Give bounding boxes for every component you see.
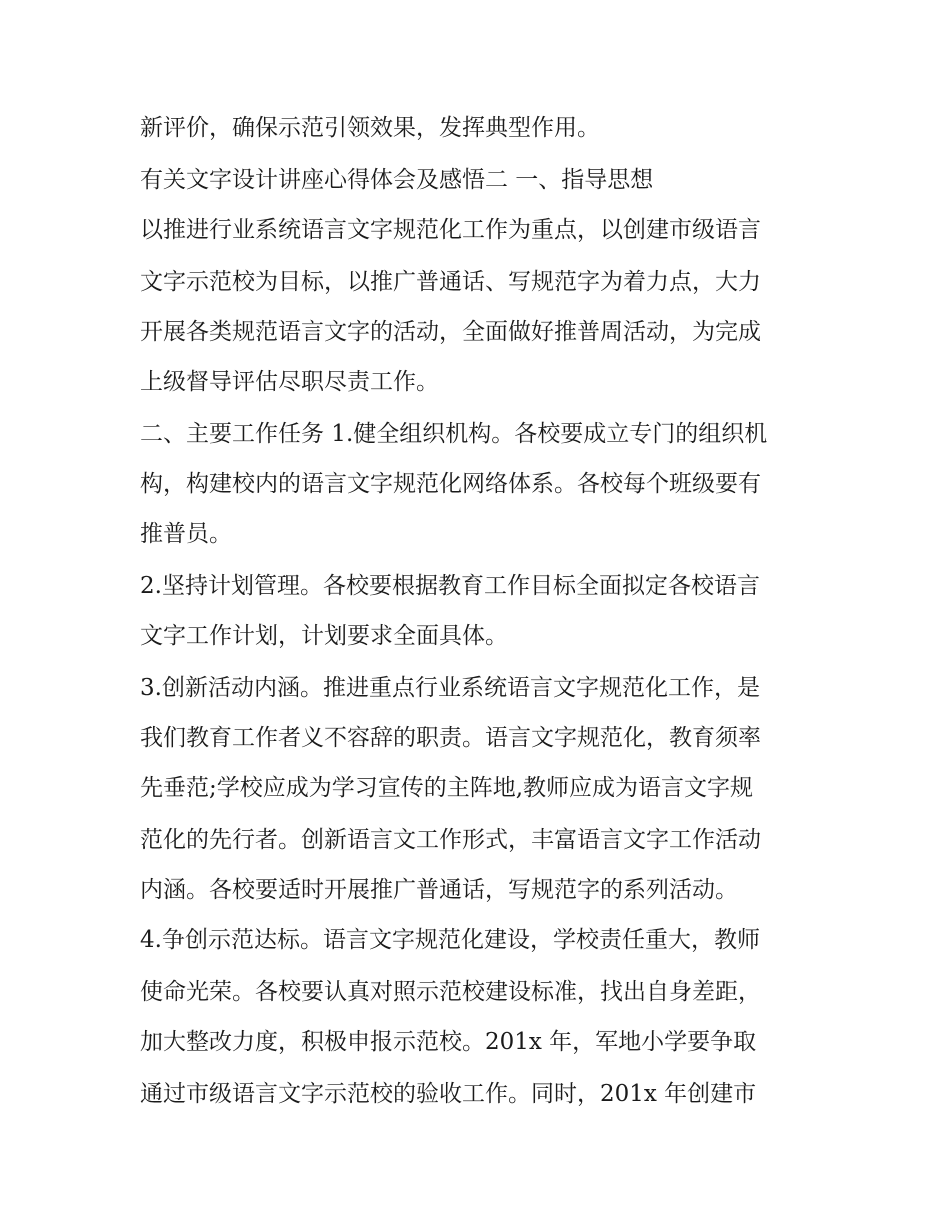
- text-line-6: 上级督导评估尽职尽责工作。: [140, 369, 439, 395]
- text-line-9: 推普员。: [140, 521, 232, 547]
- text-line-17: 4.争创示范达标。语言文字规范化建设，学校责任重大，教师: [140, 927, 760, 953]
- text-line-16: 内涵。各校要适时开展推广普通话，写规范字的系列活动。: [140, 877, 738, 903]
- text-line-18: 使命光荣。各校要认真对照示范校建设标准，找出自身差距，: [140, 979, 761, 1005]
- text-line-8: 构，构建校内的语言文字规范化网络体系。各校每个班级要有: [140, 471, 761, 497]
- text-line-5: 开展各类规范语言文字的活动，全面做好推普周活动，为完成: [140, 319, 761, 345]
- text-line-1: 新评价，确保示范引领效果，发挥典型作用。: [140, 115, 600, 141]
- text-line-10: 2.坚持计划管理。各校要根据教育工作目标全面拟定各校语言: [140, 573, 760, 599]
- text-line-7: 二、主要工作任务 1.健全组织机构。各校要成立专门的组织机: [140, 421, 768, 447]
- text-line-14: 先垂范;学校应成为学习宣传的主阵地,教师应成为语言文字规: [140, 775, 754, 801]
- text-line-20: 通过市级语言文字示范校的验收工作。同时，201x 年创建市: [140, 1081, 757, 1107]
- text-line-4: 文字示范校为目标，以推广普通话、写规范字为着力点，大力: [140, 269, 761, 295]
- text-line-3: 以推进行业系统语言文字规范化工作为重点，以创建市级语言: [140, 217, 761, 243]
- text-line-13: 我们教育工作者义不容辞的职责。语言文字规范化，教育须率: [140, 725, 761, 751]
- text-line-2: 有关文字设计讲座心得体会及感悟二 一、指导思想: [140, 167, 654, 193]
- text-line-11: 文字工作计划，计划要求全面具体。: [140, 623, 508, 649]
- text-line-12: 3.创新活动内涵。推进重点行业系统语言文字规范化工作，是: [140, 675, 760, 701]
- text-line-19: 加大整改力度，积极申报示范校。201x 年，军地小学要争取: [140, 1029, 757, 1055]
- text-line-15: 范化的先行者。创新语言文工作形式，丰富语言文字工作活动: [140, 827, 761, 853]
